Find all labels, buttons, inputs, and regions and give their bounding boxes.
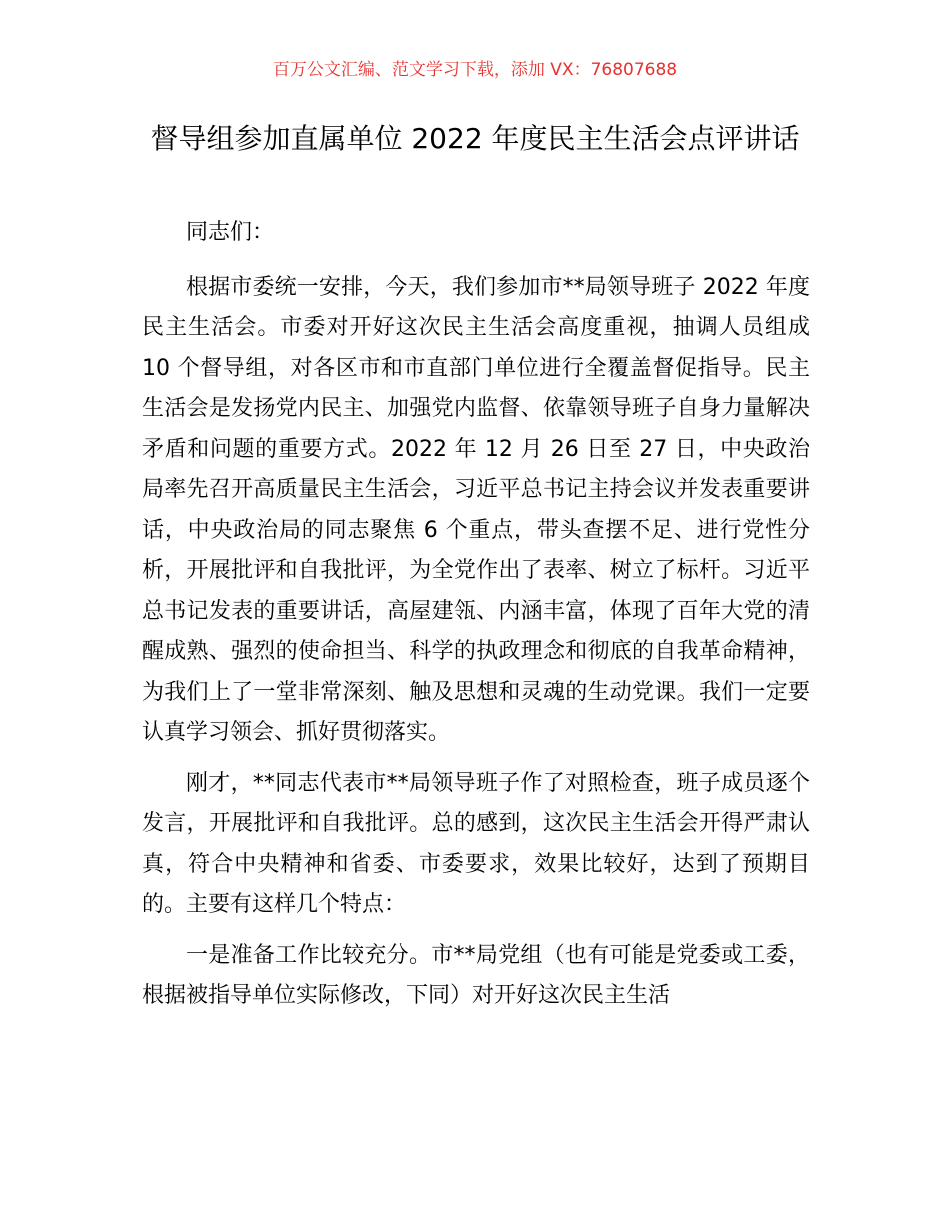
paragraph-1: 根据市委统一安排，今天，我们参加市**局领导班子 2022 年度民主生活会。市委对开好这次民主生活会高度重视，抽调人员组成 10 个督导组，对各区市和市直部门单位进行全覆盖督促指导。民主生活会是发扬党内民主、加强党内监督、依靠领导班子自身力量解决矛盾和问题的重要方式。2022 年 12 月 26 日至 27 日，中央政治局率先召开高质量民主生活会，习近平总书记主持会议并发表重要讲话，中央政治局的同志聚焦 6 个重点，带头查摆不足、进行党性分析，开展批评和自我批评，为全党作出了表率、树立了标杆。习近平总书记发表的重要讲话，高屋建瓴、内涵丰富，体现了百年大党的清醒成熟、强烈的使命担当、科学的执政理念和彻底的自我革命精神，为我们上了一堂非常深刻、触及思想和灵魂的生动党课。我们一定要认真学习领会、抓好贯彻落实。	[142, 274, 810, 745]
paragraph-3: 一是准备工作比较充分。市**局党组（也有可能是党委或工委，根据被指导单位实际修改，下同）对开好这次民主生活	[142, 942, 810, 1008]
document-body	[142, 213, 810, 1027]
paragraph-2: 刚才，**同志代表市**局领导班子作了对照检查，班子成员逐个发言，开展批评和自我批评。总的感到，这次民主生活会开得严肃认真，符合中央精神和省委、市委要求，效果比较好，达到了预期目的。主要有这样几个特点：	[142, 770, 810, 917]
header-note: 百万公文汇编、范文学习下载，添加 VX：76807688	[272, 60, 678, 80]
document-title: 督导组参加直属单位 2022 年度民主生活会点评讲话	[150, 122, 800, 155]
salutation: 同志们：	[186, 220, 275, 245]
